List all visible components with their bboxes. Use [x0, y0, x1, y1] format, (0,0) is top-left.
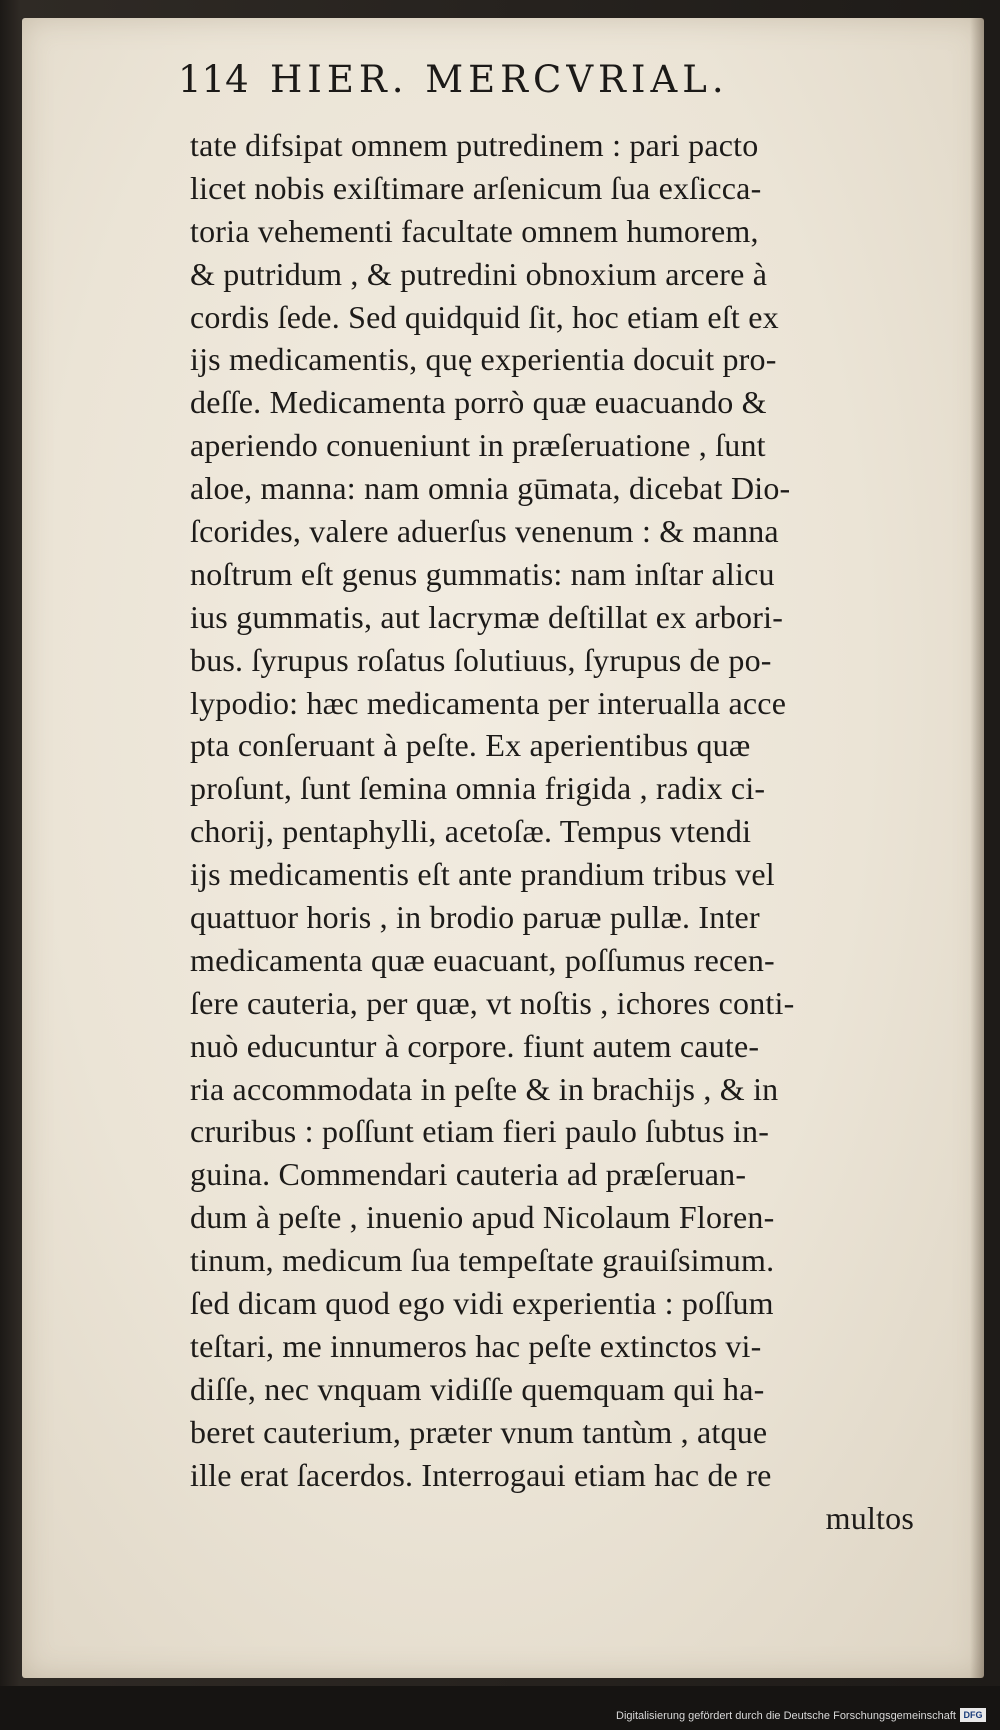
text-line: tate difsipat omnem putredinem : pari pacto: [190, 127, 759, 163]
text-line: bus. ſyrupus roſatus ſolutiuus, ſyrupus de po-: [190, 641, 772, 678]
text-line: guina. Commendari cauteria ad præſeruan-: [190, 1156, 747, 1193]
text-line: & putridum , & putredini obnoxium arcere à: [190, 255, 768, 292]
text-line: noſtrum eſt genus gummatis: nam inſtar alicu: [190, 555, 775, 592]
text-line: ijs medicamentis, quę experientia docuit pro-: [190, 341, 777, 378]
text-line: pta conſeruant à peſte. Ex aperientibus quæ: [190, 727, 751, 764]
text-line: aperiendo conueniunt in præſeruatione , ſunt: [190, 427, 766, 464]
text-line: diſſe, nec vnquam vidiſſe quemquam qui ha-: [190, 1370, 765, 1407]
text-line: ſed dicam quod ego vidi experientia : poſſum: [190, 1285, 774, 1322]
body-text: [190, 124, 920, 1539]
text-line: ſere cauteria, per quæ, vt noſtis , ichores conti-: [190, 984, 795, 1021]
text-line: chorij, pentaphylli, acetoſæ. Tempus vtendi: [190, 813, 752, 850]
text-line: quattuor horis , in brodio paruæ pullæ. Inter: [190, 899, 760, 936]
text-line: ius gummatis, aut lacrymæ deſtillat ex arbori-: [190, 598, 784, 635]
text-line: lypodio: hæc medicamenta per interualla acce: [190, 684, 787, 721]
page-edge-shadow: [970, 18, 984, 1678]
text-line: ſcorides, valere aduerſus venenum : & manna: [190, 513, 779, 550]
page-header: [178, 58, 898, 114]
text-line: dum à peſte , inuenio apud Nicolaum Floren-: [190, 1199, 775, 1236]
catchword: multos: [825, 1499, 914, 1536]
text-line: cruribus : poſſunt etiam fieri paulo ſubtus in-: [190, 1113, 770, 1150]
text-line: deſſe. Medicamenta porrò quæ euacuando &: [190, 384, 767, 421]
dfg-logo: DFG: [960, 1708, 986, 1722]
text-line: aloe, manna: nam omnia gūmata, dicebat Dio-: [190, 470, 791, 507]
running-head: HIER. MERCVRIAL.: [270, 58, 729, 101]
text-line: ria accommodata in peſte & in brachijs , & in: [190, 1070, 779, 1107]
text-line: cordis ſede. Sed quidquid ſit, hoc etiam eſt ex: [190, 298, 779, 335]
text-line: beret cauterium, præter vnum tantùm , atque: [190, 1413, 768, 1450]
text-line: medicamenta quæ euacuant, poſſumus recen-: [190, 941, 775, 978]
text-line: licet nobis exiſtimare arſenicum ſua exſicca-: [190, 169, 762, 206]
text-line: nuò educuntur à corpore. fiunt autem caute-: [190, 1027, 760, 1064]
text-line: toria vehementi facultate omnem humorem,: [190, 212, 759, 249]
footer-bar: [0, 1686, 1000, 1730]
text-line: proſunt, ſunt ſemina omnia frigida , radix ci-: [190, 770, 766, 807]
text-line: ille erat ſacerdos. Interrogaui etiam hac de re: [190, 1456, 772, 1493]
text-line: teſtari, me innumeros hac peſte extinctos vi-: [190, 1327, 762, 1364]
folio-number: 114: [178, 58, 249, 101]
footer-credit: Digitalisierung gefördert durch die Deutsche Forschungsgemeinschaft: [616, 1710, 956, 1722]
text-line: ijs medicamentis eſt ante prandium tribus vel: [190, 856, 775, 893]
text-line: tinum, medicum ſua tempeſtate grauiſsimum.: [190, 1242, 775, 1279]
